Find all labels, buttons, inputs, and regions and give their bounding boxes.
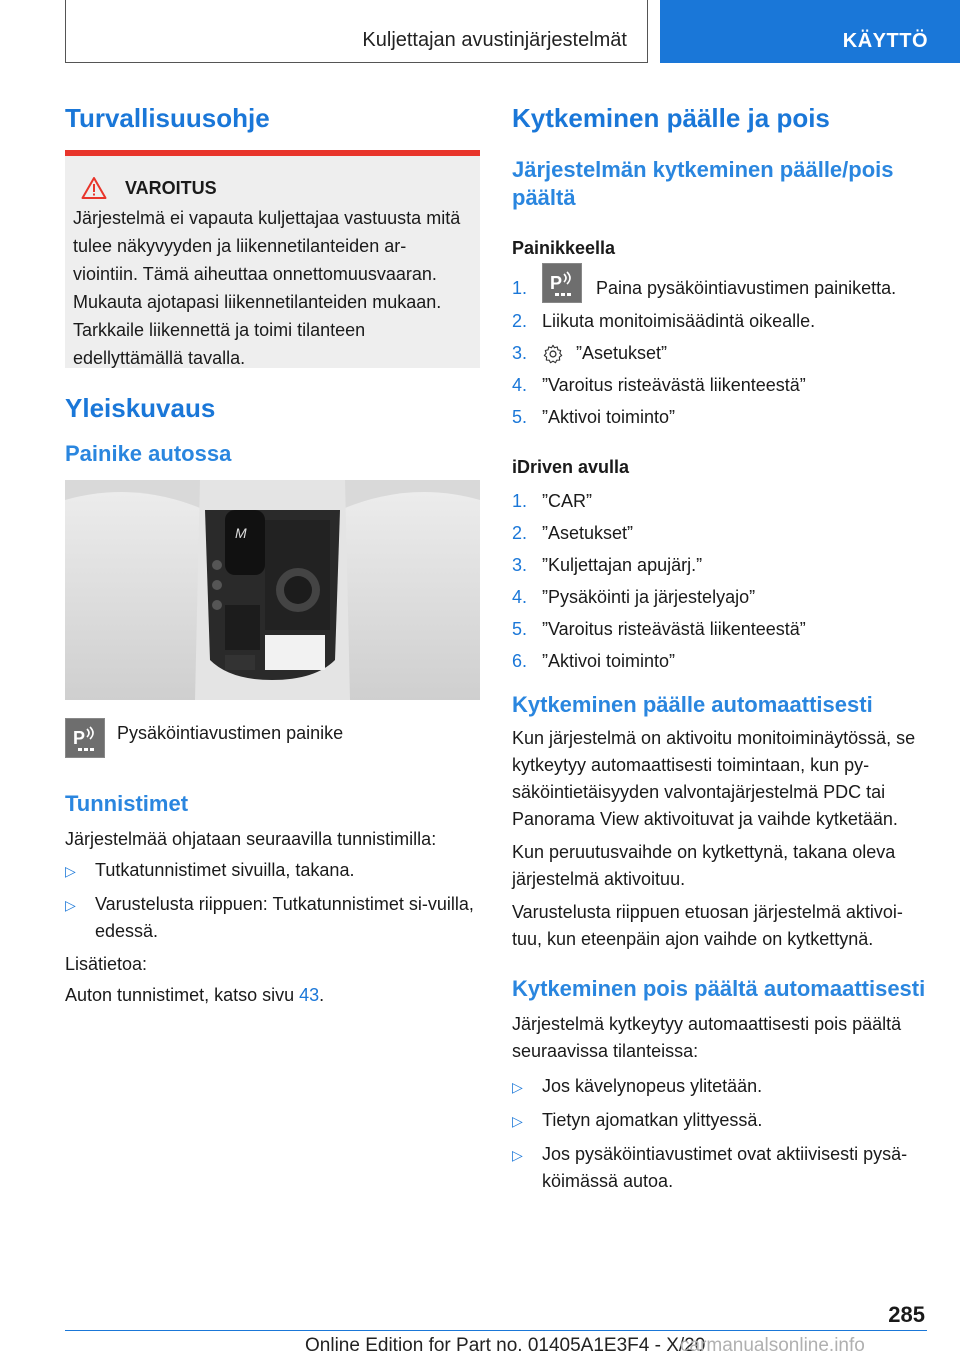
button-steps	[512, 273, 932, 431]
auto-on-heading: Kytkeminen päälle automaattisesti	[512, 692, 873, 717]
edition-text: Online Edition for Part no. 01405A1E3F4 - X/20	[305, 1335, 706, 1356]
list-item: ▷ Jos pysäköintiavustimet ovat aktiivisesti pysä-köimässä autoa.	[512, 1141, 932, 1195]
more-info-label: Lisätietoa:	[65, 954, 148, 974]
sensors-heading: Tunnistimet	[65, 791, 189, 816]
reference-line: Auton tunnistimet, katso sivu 43.	[65, 985, 325, 1005]
left-column	[65, 100, 480, 1009]
parking-assist-icon	[65, 718, 105, 758]
list-item: 1. ”CAR”	[512, 491, 592, 511]
list-item: ▷ Tietyn ajomatkan ylittyessä.	[512, 1107, 932, 1135]
idrive-steps	[512, 488, 932, 675]
warning-text: Järjestelmä ei vapauta kuljettajaa vastuusta mitä tulee näkyvyyden ja liikennetilanteiden ar-viointiin. Tämä aiheuttaa onnettomuusvaaran. Mukauta ajotapasi liikennetilanteiden mukaan. Tarkkaile liikennettä ja toimi tilanteen edellyttämällä tavalla.	[73, 208, 461, 368]
auto-on-paragraph-2: Kun peruutusvaihde on kytkettynä, takana oleva järjestelmä aktivoituu.	[512, 842, 896, 889]
button-subheading: Painike autossa	[65, 441, 232, 466]
list-item: ▷ Tutkatunnistimet sivuilla, takana.	[65, 857, 480, 885]
list-item: ▷ Jos kävelynopeus ylitetään.	[512, 1073, 932, 1101]
list-item: 6. ”Aktivoi toiminto”	[512, 651, 676, 671]
switching-heading: Kytkeminen päälle ja pois	[512, 103, 830, 133]
auto-off-text: Järjestelmä kytkeytyy automaattisesti pois päältä seuraavissa tilanteissa:	[512, 1014, 902, 1061]
console-photo	[65, 480, 480, 700]
triangle-bullet-icon: ▷	[512, 1079, 523, 1095]
list-item: 2. ”Asetukset”	[512, 523, 634, 543]
auto-off-heading: Kytkeminen pois päältä automaattisesti	[512, 976, 926, 1001]
header-section-box	[65, 0, 648, 63]
list-item: 4. ”Varoitus risteävästä liikenteestä”	[512, 375, 806, 395]
auto-on-paragraph-3: Varustelusta riippuen etuosan järjestelmä aktivoi-tuu, kun eteenpäin ajon vaihde on kytkettynä.	[512, 902, 903, 949]
svg-text:P: P	[73, 728, 86, 748]
gear-icon	[542, 343, 564, 365]
list-item: ▷ Varustelusta riippuen: Tutkatunnistimet si-vuilla, edessä.	[65, 891, 480, 945]
list-item: 3. ”Asetukset”	[512, 343, 668, 363]
page-number: 285	[888, 1302, 925, 1327]
list-item: 2. Liikuta monitoimisäädintä oikealle.	[512, 311, 816, 331]
list-item: 5. ”Aktivoi toiminto”	[512, 407, 676, 427]
overview-heading: Yleiskuvaus	[65, 393, 216, 423]
warning-title: VAROITUS	[125, 177, 217, 198]
svg-text:P: P	[550, 273, 563, 293]
photo-caption	[65, 718, 480, 758]
section-title: Kuljettajan avustinjärjestelmät	[362, 29, 627, 51]
list-item: 1. P Paina pysäköintiavustimen painiketta.	[512, 273, 932, 303]
triangle-bullet-icon: ▷	[65, 897, 76, 913]
safety-heading: Turvallisuusohje	[65, 103, 270, 133]
button-method-heading: Painikkeella	[512, 238, 616, 258]
idrive-heading: iDriven avulla	[512, 457, 630, 477]
triangle-bullet-icon: ▷	[512, 1113, 523, 1129]
warning-heading	[81, 176, 470, 200]
warning-triangle-icon	[81, 176, 107, 200]
sensors-text: Järjestelmää ohjataan seuraavilla tunnistimilla:	[65, 829, 437, 849]
auto-on-paragraph-1: Kun järjestelmä on aktivoitu monitoiminäytössä, se kytkeytyy automaattisesti toimintaan, kun py-säköintietäisyyden valvontajärjestelmä PDC tai Panorama View aktivoituvat ja vaihde kytketään.	[512, 728, 916, 829]
chapter-title: KÄYTTÖ	[842, 30, 928, 52]
switching-subheading: Järjestelmän kytkeminen päälle/pois päältä	[512, 157, 894, 210]
list-item: 3. ”Kuljettajan apujärj.”	[512, 555, 703, 575]
console-illustration	[65, 480, 480, 700]
header-chapter-box	[660, 0, 960, 63]
watermark: carmanualsonline.info	[680, 1335, 865, 1356]
sensors-list	[65, 857, 480, 945]
list-item: 5. ”Varoitus risteävästä liikenteestä”	[512, 619, 806, 639]
page-link[interactable]: 43	[299, 985, 320, 1005]
caption-text: Pysäköintiavustimen painike	[117, 723, 344, 743]
parking-assist-icon	[542, 263, 582, 303]
right-column	[512, 100, 932, 1201]
list-item: 4. ”Pysäköinti ja järjestelyajo”	[512, 587, 756, 607]
triangle-bullet-icon: ▷	[65, 863, 76, 879]
gear-logo: M	[235, 525, 247, 541]
triangle-bullet-icon: ▷	[512, 1147, 523, 1163]
auto-off-list	[512, 1073, 932, 1195]
footer-divider	[65, 1330, 927, 1331]
warning-box	[65, 150, 480, 368]
